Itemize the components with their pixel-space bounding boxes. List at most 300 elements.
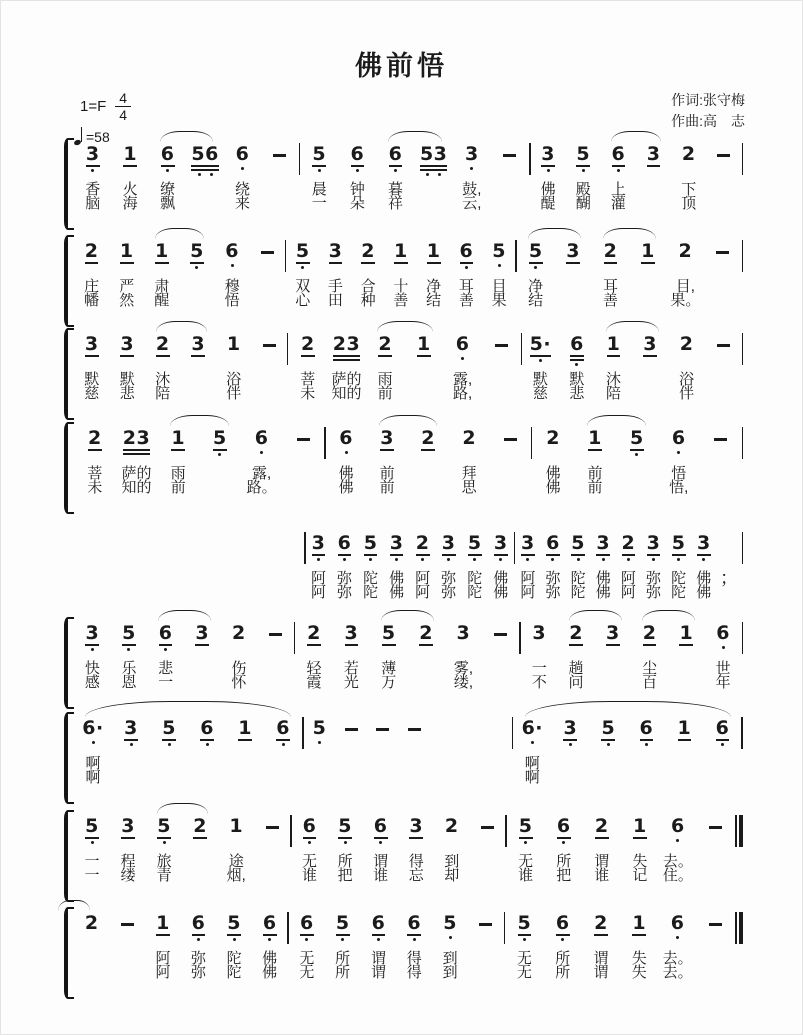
note-glyph — [468, 533, 482, 556]
note-digit: 3 — [84, 333, 99, 355]
note-area — [495, 334, 508, 370]
duration-dash — [717, 344, 730, 347]
note-glyph — [521, 533, 535, 556]
measures-row — [74, 607, 743, 689]
measure — [295, 607, 519, 689]
note-column — [445, 623, 482, 689]
note-digit: 3 — [191, 333, 206, 355]
lyric-bottom: 得 — [406, 963, 422, 981]
lyric-bottom: 到 — [442, 963, 458, 981]
note-column — [144, 241, 179, 307]
note-column — [705, 623, 742, 689]
note-digit: 3 — [456, 622, 471, 644]
beam-underline — [338, 554, 352, 556]
lyric-top: 所 — [555, 950, 571, 967]
lyric-top: 所 — [337, 853, 353, 870]
lyric-bottom: 弥 — [545, 583, 561, 601]
octave-dots — [524, 841, 527, 844]
note-area — [596, 533, 610, 569]
lyrics — [528, 280, 543, 307]
beam-underline — [361, 262, 375, 264]
octave-dots — [379, 841, 382, 844]
note-glyph — [604, 241, 618, 264]
note-column — [697, 816, 735, 882]
note-column — [671, 144, 706, 210]
lyric-bottom: 悲 — [569, 384, 585, 402]
note-glyph — [232, 623, 246, 643]
octave-dots — [308, 841, 311, 844]
beam-underline — [213, 449, 227, 451]
note-digit: 1 — [426, 240, 441, 262]
note-column — [358, 533, 384, 599]
note-glyph — [442, 533, 456, 556]
low-octave-dot — [449, 936, 452, 939]
note-digit: 5 — [85, 815, 99, 837]
beam-underline — [193, 837, 207, 839]
lyrics — [307, 662, 322, 689]
note-column — [666, 533, 691, 599]
note-area — [457, 623, 471, 659]
lyric-bottom: 果。 — [670, 291, 701, 309]
note-column — [361, 913, 397, 979]
lyric-bottom: 祥 — [388, 194, 404, 212]
note-area — [307, 623, 321, 659]
low-octave-dot — [344, 841, 347, 844]
octave-dots — [92, 741, 95, 744]
beam-underline — [571, 554, 585, 556]
note-column — [327, 816, 363, 882]
note-glyph — [571, 533, 585, 556]
lyric-bottom: 青 — [156, 866, 172, 884]
lyric-top: 绕 — [235, 181, 251, 198]
note-column — [616, 428, 658, 494]
note-glyph — [195, 623, 209, 646]
note-area — [121, 816, 135, 852]
lyric-bottom: 阿 — [311, 583, 327, 601]
note-column — [621, 816, 659, 882]
note-area — [374, 816, 388, 852]
lyric-bottom: 悟 — [224, 291, 240, 309]
lyric-bottom: 脑 — [85, 194, 101, 212]
lyric-bottom: 慈 — [532, 384, 548, 402]
beam-underline — [162, 739, 176, 741]
lyric-bottom: 万 — [381, 673, 397, 691]
note-digit: 2 — [603, 240, 618, 262]
note-digit: 6 — [350, 143, 365, 165]
lyric-bottom: 佛 — [493, 583, 509, 601]
lyrics — [155, 373, 170, 400]
beam-underline — [460, 262, 474, 264]
lyric-bottom: 感 — [84, 673, 100, 691]
note-digit: 3 — [464, 143, 479, 165]
lyric-top: 缭 — [160, 181, 176, 198]
low-octave-dot — [426, 173, 429, 176]
lyric-top: 陀 — [467, 570, 483, 587]
note-digit: 1 — [632, 912, 647, 934]
note-column — [370, 623, 407, 689]
note-area — [394, 241, 408, 277]
note-column — [408, 428, 449, 494]
lyric-bottom: 烟, — [226, 866, 246, 884]
lyrics — [122, 467, 152, 494]
lyric-top: 程 — [120, 853, 136, 870]
note-glyph — [124, 718, 138, 741]
note-glyph — [557, 816, 571, 839]
note-column — [432, 913, 468, 979]
duration-dash — [266, 826, 279, 829]
lyrics — [545, 572, 560, 599]
low-octave-dot — [318, 169, 321, 172]
slur-arc — [155, 228, 205, 239]
note-column — [325, 913, 361, 979]
note-area — [345, 718, 358, 754]
low-octave-dot — [635, 453, 638, 456]
system-bracket — [64, 810, 74, 902]
note-area — [494, 533, 508, 569]
lyrics — [339, 467, 354, 494]
note-glyph — [372, 913, 386, 936]
lyrics — [231, 662, 246, 689]
low-octave-dot — [395, 558, 398, 561]
note-glyph — [419, 623, 433, 646]
lyrics — [121, 855, 136, 882]
beam-underline — [159, 644, 173, 646]
low-octave-dot — [499, 558, 502, 561]
note-digit: 6 — [191, 912, 206, 934]
measure — [531, 128, 742, 210]
note-area — [227, 334, 241, 370]
note-area — [671, 913, 685, 949]
duration-dash — [269, 633, 282, 636]
note-column — [453, 144, 491, 210]
low-octave-dot — [164, 648, 167, 651]
lyrics — [426, 280, 441, 307]
note-digit: 5 — [518, 815, 533, 837]
note-column — [295, 623, 332, 689]
note-digit: 5 — [492, 240, 506, 262]
note-area — [492, 241, 506, 277]
note-glyph — [492, 241, 506, 261]
low-octave-dot — [369, 558, 372, 561]
beam-underline — [521, 554, 535, 556]
beam-underline — [123, 449, 150, 451]
note-area — [445, 816, 459, 852]
note-digit: 6 — [716, 622, 730, 644]
octave-dots — [282, 743, 285, 746]
note-column — [544, 913, 582, 979]
duration-dash — [717, 154, 730, 157]
note-area — [566, 241, 580, 277]
note-digit: 2 — [421, 427, 436, 449]
lyric-bottom: 无 — [516, 963, 532, 981]
note-digit: 2 — [361, 240, 376, 262]
low-octave-dot — [461, 357, 464, 360]
note-digit: 2 — [155, 333, 170, 355]
note-glyph — [632, 913, 646, 936]
low-octave-dot — [92, 741, 95, 744]
note-column — [482, 623, 519, 689]
note-digit: 2 — [462, 427, 477, 449]
beam-underline — [364, 554, 378, 556]
lyric-bottom: 路。 — [246, 478, 277, 496]
lyrics — [533, 373, 548, 400]
measures-row — [74, 800, 743, 882]
note-glyph — [647, 533, 661, 556]
note-glyph — [716, 623, 730, 643]
beam-underline — [601, 739, 615, 741]
beam-underline — [378, 355, 392, 357]
note-column — [591, 533, 616, 599]
note-area — [529, 241, 543, 277]
lyric-top: 佛 — [338, 465, 354, 482]
lyric-bottom: 幡 — [84, 291, 100, 309]
lyrics — [388, 183, 403, 210]
lyrics — [459, 280, 474, 307]
lyric-bottom: 顶 — [681, 194, 697, 212]
lyrics — [227, 855, 246, 882]
note-digit: 5 — [335, 912, 350, 934]
beam-underline — [296, 262, 310, 264]
note-glyph — [227, 913, 241, 936]
low-octave-dot — [531, 741, 534, 744]
note-column — [181, 913, 217, 979]
note-glyph — [607, 334, 621, 357]
note-area — [518, 913, 532, 949]
note-digit: 6 — [225, 240, 239, 262]
note-area — [594, 913, 608, 949]
beam-underline — [468, 554, 482, 556]
lyric-top: 弥 — [545, 570, 561, 587]
note-column — [367, 718, 399, 784]
note-column — [592, 241, 629, 307]
note-area — [269, 623, 282, 659]
note-glyph — [263, 913, 277, 936]
low-octave-dot — [345, 451, 348, 454]
note-area — [190, 241, 204, 277]
lyric-top: 拜 — [461, 465, 477, 482]
note-digit: 1 — [588, 427, 602, 449]
note-column — [335, 718, 367, 784]
note-area — [546, 533, 560, 569]
note-area — [329, 241, 343, 277]
note-area — [225, 241, 239, 277]
octave-dots — [91, 648, 94, 651]
note-digit: 3 — [520, 532, 535, 554]
slur-arc — [381, 610, 434, 621]
note-glyph — [171, 428, 185, 451]
duration-dash — [504, 438, 517, 441]
measure — [326, 412, 531, 494]
octave-dots — [547, 169, 550, 172]
note-column — [157, 428, 199, 494]
note-digit: 6 — [671, 427, 686, 449]
note-glyph — [193, 816, 207, 839]
note-area — [227, 913, 241, 949]
note-digit: 6 — [160, 143, 175, 165]
beam-underline — [556, 934, 570, 936]
slur-arc — [388, 131, 442, 142]
lyric-top: 默 — [569, 371, 585, 388]
lyrics — [299, 952, 314, 979]
beam-underline — [155, 262, 169, 264]
lyric-bottom: 无 — [299, 963, 315, 981]
slur-arc — [642, 610, 695, 621]
note-area — [569, 623, 583, 659]
beam-underline — [563, 739, 577, 741]
note-area — [162, 718, 176, 754]
lyric-top: 世 — [715, 660, 731, 677]
lyric-top: 佛 — [696, 570, 712, 587]
note-area — [261, 241, 274, 277]
beam-underline — [86, 165, 100, 167]
system-line — [64, 225, 743, 318]
note-digit: 3 — [389, 532, 404, 554]
lyric-top: 上 — [610, 181, 626, 198]
note-area — [200, 718, 214, 754]
note-glyph — [85, 816, 99, 839]
measure — [74, 412, 324, 494]
lyrics — [594, 855, 609, 882]
lyric-bottom: 谓 — [370, 963, 386, 981]
beam-underline — [420, 169, 447, 171]
lyric-bottom: 缕, — [453, 673, 473, 691]
note-column — [667, 241, 704, 307]
beam-underline — [604, 262, 618, 264]
note-glyph — [595, 816, 609, 839]
beam-underline — [307, 644, 321, 646]
note-digit: 3 — [646, 143, 661, 165]
note-area — [157, 816, 171, 852]
note-column — [216, 334, 252, 400]
score — [64, 128, 743, 1007]
note-column — [595, 334, 632, 400]
note-column — [292, 816, 328, 882]
octave-dots — [652, 558, 655, 561]
lyric-top: 十 — [393, 278, 409, 295]
note-area — [372, 913, 386, 949]
lyric-top: 露, — [252, 465, 272, 482]
beam-underline — [156, 934, 170, 936]
low-octave-dot — [465, 266, 468, 269]
duration-dash — [261, 251, 274, 254]
measure — [513, 702, 741, 784]
duration-dash — [121, 923, 134, 926]
lyric-bottom: 霞 — [306, 673, 322, 691]
note-glyph — [679, 623, 693, 646]
low-octave-dot — [551, 558, 554, 561]
octave-dots — [531, 741, 534, 744]
measure — [74, 702, 302, 784]
low-octave-dot — [498, 264, 501, 267]
lyric-top: 阿 — [311, 570, 327, 587]
note-glyph — [378, 334, 392, 357]
measure — [74, 318, 287, 400]
note-column — [264, 718, 302, 784]
lyrics — [588, 467, 603, 494]
lyric-bottom: 把 — [556, 866, 572, 884]
note-glyph — [300, 913, 314, 936]
note-column — [396, 913, 432, 979]
beam-underline — [632, 934, 646, 936]
beam-underline — [518, 934, 532, 936]
note-digit: 2 — [621, 532, 636, 554]
system-bracket — [64, 907, 74, 999]
lyric-top: 浴 — [679, 371, 695, 388]
note-glyph — [633, 816, 647, 839]
slur-arc — [156, 321, 207, 332]
note-column — [150, 718, 188, 784]
beam-underline — [195, 644, 209, 646]
lyric-top: 默 — [84, 371, 100, 388]
note-digit: 6 — [670, 912, 685, 934]
note-glyph — [601, 718, 615, 741]
note-glyph — [338, 816, 352, 839]
note-area — [607, 334, 621, 370]
note-area — [85, 241, 99, 277]
note-area — [301, 334, 315, 370]
lyric-bottom: 恩 — [121, 673, 137, 691]
octave-dots — [305, 938, 308, 941]
note-area — [601, 718, 615, 754]
beam-underline — [263, 934, 277, 936]
beam-underline — [421, 449, 435, 451]
low-octave-dot — [210, 173, 213, 176]
lyrics — [123, 183, 138, 210]
note-digit: 6 — [639, 717, 654, 739]
note-glyph — [390, 533, 404, 556]
lyric-top: 谓 — [373, 853, 389, 870]
lyrics — [85, 855, 100, 882]
lyrics — [719, 568, 738, 599]
note-glyph — [716, 718, 730, 741]
note-area — [494, 623, 507, 659]
note-digit: 3 — [441, 532, 456, 554]
beam-underline — [541, 165, 555, 167]
note-area — [82, 718, 103, 754]
octave-dots — [343, 558, 346, 561]
lyrics — [596, 572, 611, 599]
octave-dots — [394, 169, 397, 172]
note-glyph — [643, 623, 657, 646]
octave-dots — [395, 558, 398, 561]
note-area — [588, 428, 602, 464]
note-column — [74, 241, 109, 307]
beam-underline — [329, 262, 343, 264]
note-area — [191, 334, 205, 370]
octave-dots — [301, 266, 304, 269]
beam-underline — [312, 554, 326, 556]
note-digit: 2 — [642, 622, 657, 644]
octave-dots — [677, 451, 680, 454]
note-column — [470, 816, 506, 882]
note-column — [332, 533, 358, 599]
note-digit: 6 — [459, 240, 474, 262]
low-octave-dot — [343, 558, 346, 561]
slur-arc — [157, 803, 208, 814]
lyrics — [546, 467, 561, 494]
system-bracket — [64, 235, 74, 327]
lyric-top: 所 — [556, 853, 572, 870]
note-area — [640, 718, 654, 754]
low-octave-dot — [602, 558, 605, 561]
lyrics — [681, 183, 696, 210]
note-column — [515, 533, 540, 599]
octave-dots — [164, 648, 167, 651]
note-column — [250, 241, 285, 307]
note-column — [658, 913, 696, 979]
note-column — [462, 533, 488, 599]
time-signature — [115, 90, 131, 123]
